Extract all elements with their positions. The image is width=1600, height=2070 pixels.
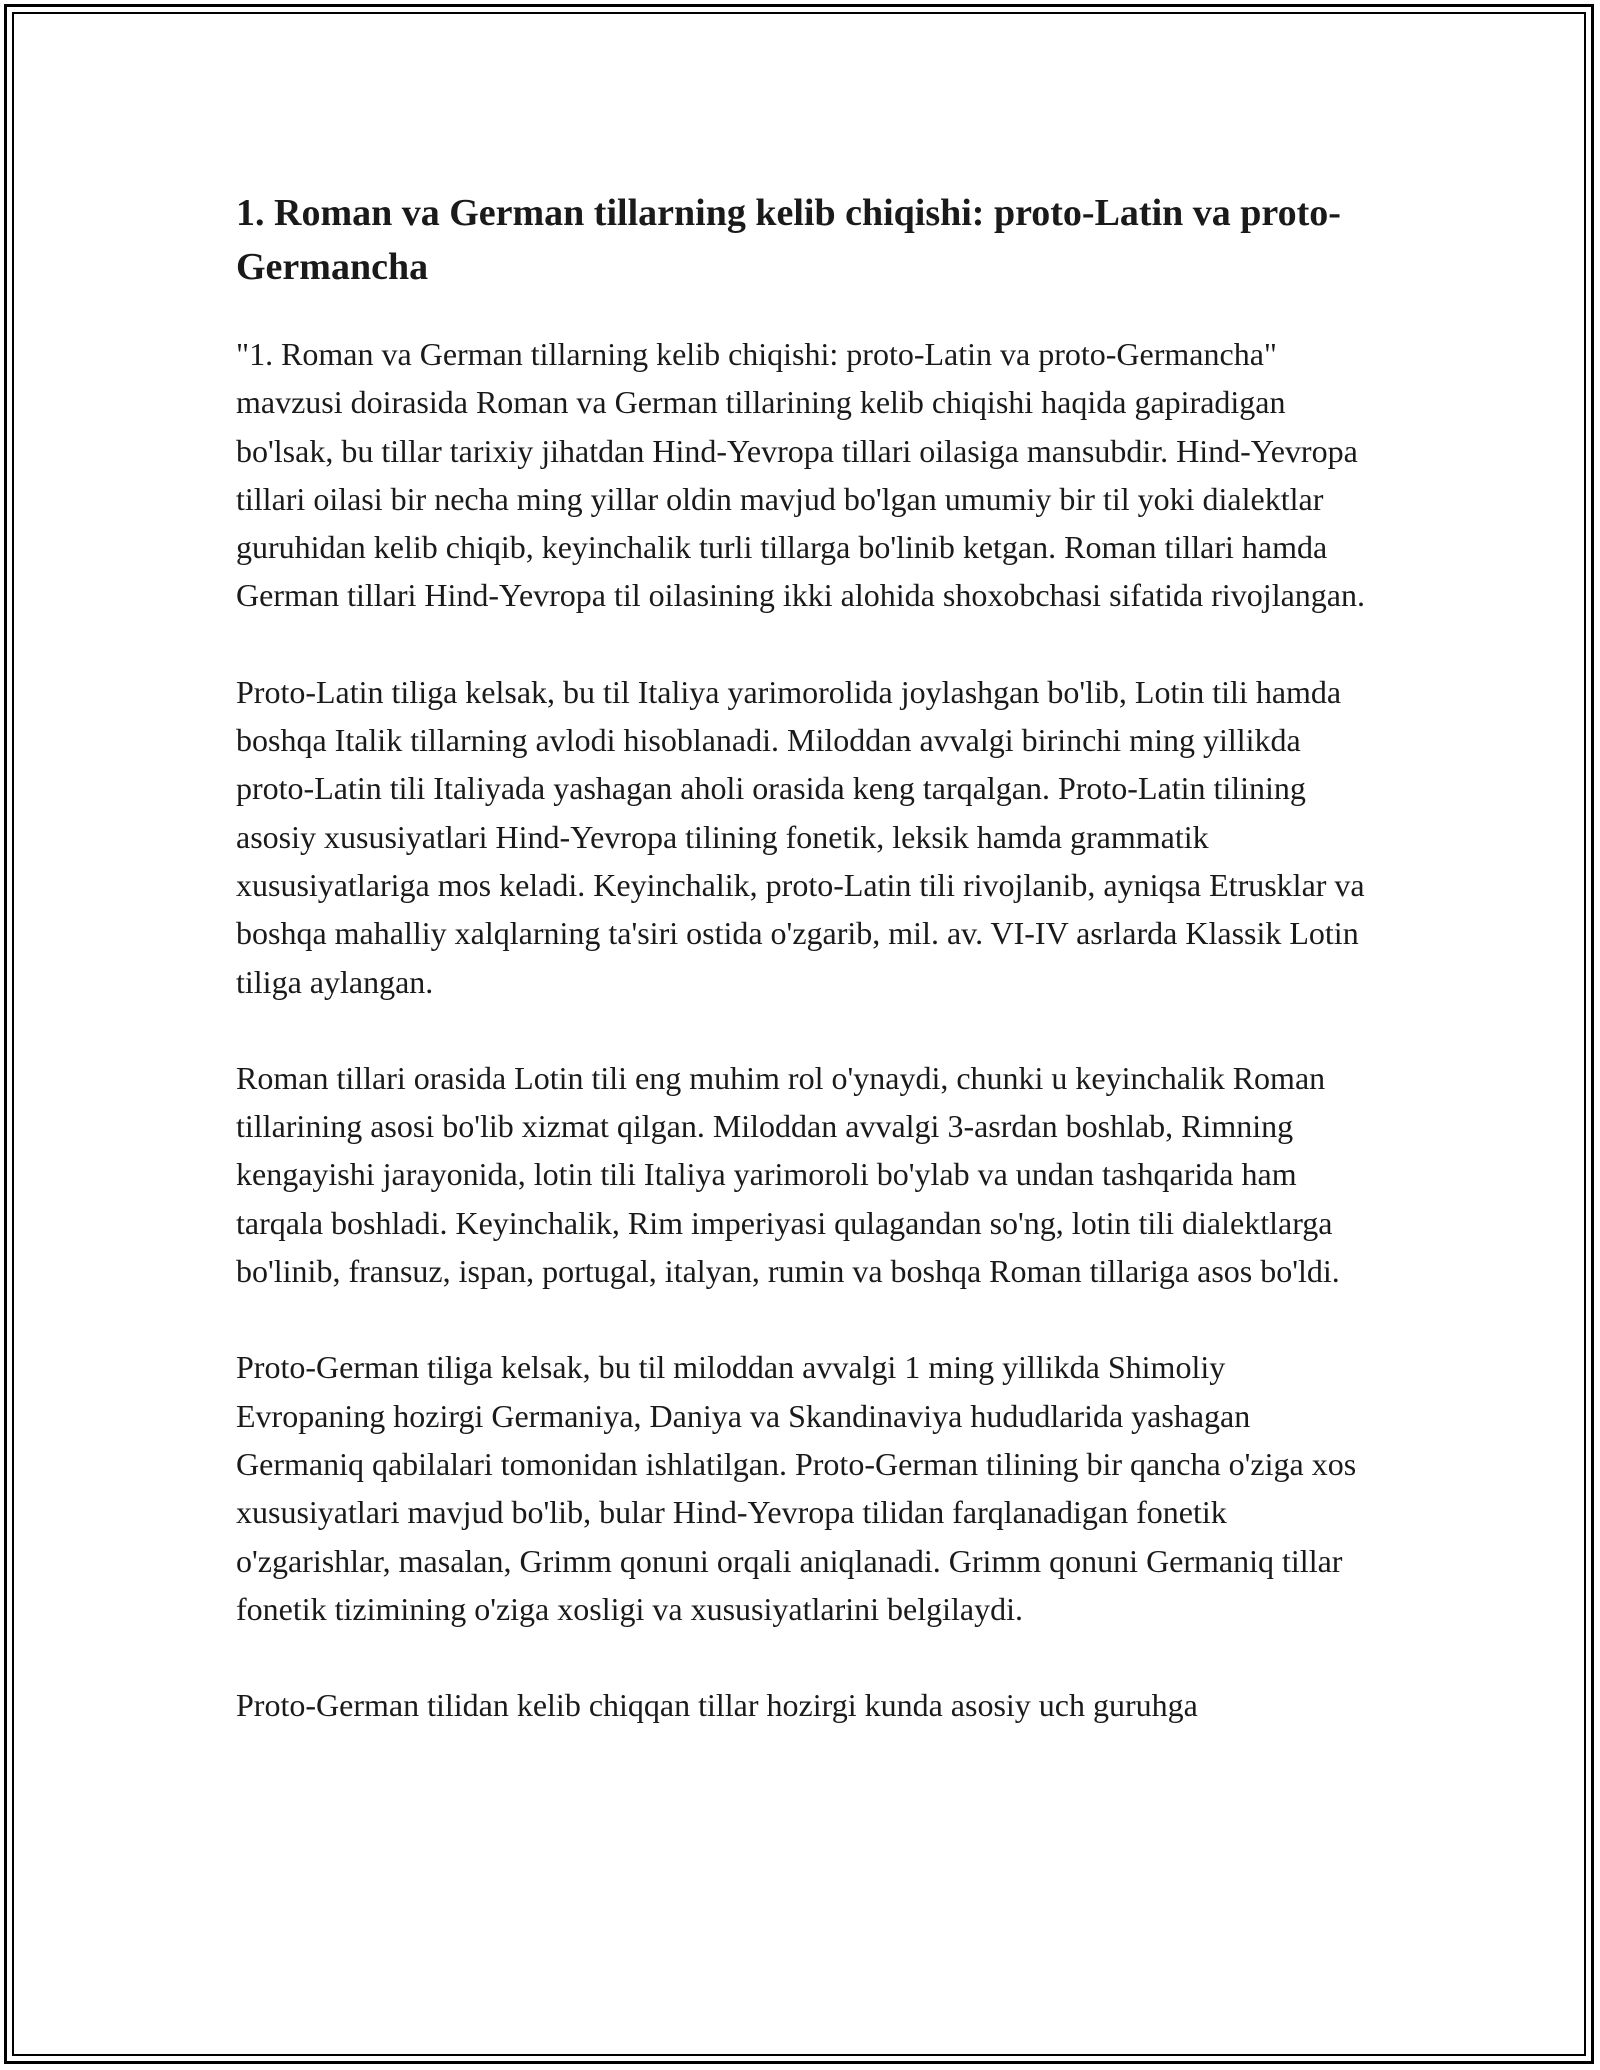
paragraph-4: Proto-German tiliga kelsak, bu til miloddan avvalgi 1 ming yillikda Shimoliy Evropaning hozirgi Germaniya, Daniya va Skandinaviya hududlarida yashagan Germaniq qabilalari tomonidan ishlatilgan. Proto-German tilining bir qancha o'ziga xos xususiyatlari mavjud bo'lib, bular Hind-Yevropa tilidan farqlanadigan fonetik o'zgarishlar, masalan, Grimm qonuni orqali aniqlanadi. Grimm qonuni Germaniq tillar fonetik tizimining o'ziga xosligi va xususiyatlarini belgilaydi. <box>236 1349 1357 1627</box>
paragraph-list <box>236 330 1376 1729</box>
document-body <box>236 186 1376 1729</box>
paragraph-2: Proto-Latin tiliga kelsak, bu til Italiya yarimorolida joylashgan bo'lib, Lotin tili hamda boshqa Italik tillarning avlodi hisoblanadi. Miloddan avvalgi birinchi ming yillikda proto-Latin tili Italiyada yashagan aholi orasida keng tarqalgan. Proto-Latin tilining asosiy xususiyatlari Hind-Yevropa tilining fonetik, leksik hamda grammatik xususiyatlariga mos keladi. Keyinchalik, proto-Latin tili rivojlanib, ayniqsa Etrusklar va boshqa mahalliy xalqlarning ta'siri ostida o'zgarib, mil. av. VI-IV asrlarda Klassik Lotin tiliga aylangan. <box>236 673 1365 1000</box>
paragraph-3: Roman tillari orasida Lotin tili eng muhim rol o'ynaydi, chunki u keyinchalik Roman tillarining asosi bo'lib xizmat qilgan. Miloddan avvalgi 3-asrdan boshlab, Rimning kengayishi jarayonida, lotin tili Italiya yarimoroli bo'ylab va undan tashqarida ham tarqala boshladi. Keyinchalik, Rim imperiyasi qulagandan so'ng, lotin tili dialektlarga bo'linib, fransuz, ispan, portugal, italyan, rumin va boshqa Roman tillariga asos bo'ldi. <box>236 1059 1340 1290</box>
paragraph-1: "1. Roman va German tillarning kelib chiqishi: proto-Latin va proto-Germancha" mavzusi doirasida Roman va German tillarining kelib chiqishi haqida gapiradigan bo'lsak, bu tillar tarixiy jihatdan Hind-Yevropa tillari oilasiga mansubdir. Hind-Yevropa tillari oilasi bir necha ming yillar oldin mavjud bo'lgan umumiy bir til yoki dialektlar guruhidan kelib chiqib, keyinchalik turli tillarga bo'linib ketgan. Roman tillari hamda German tillari Hind-Yevropa til oilasining ikki alohida shoxobchasi sifatida rivojlangan. <box>236 336 1365 614</box>
paragraph-5: Proto-German tilidan kelib chiqqan tillar hozirgi kunda asosiy uch guruhga <box>236 1687 1198 1724</box>
document-title: 1. Roman va German tillarning kelib chiqishi: proto-Latin va proto-Germancha <box>236 192 1341 288</box>
